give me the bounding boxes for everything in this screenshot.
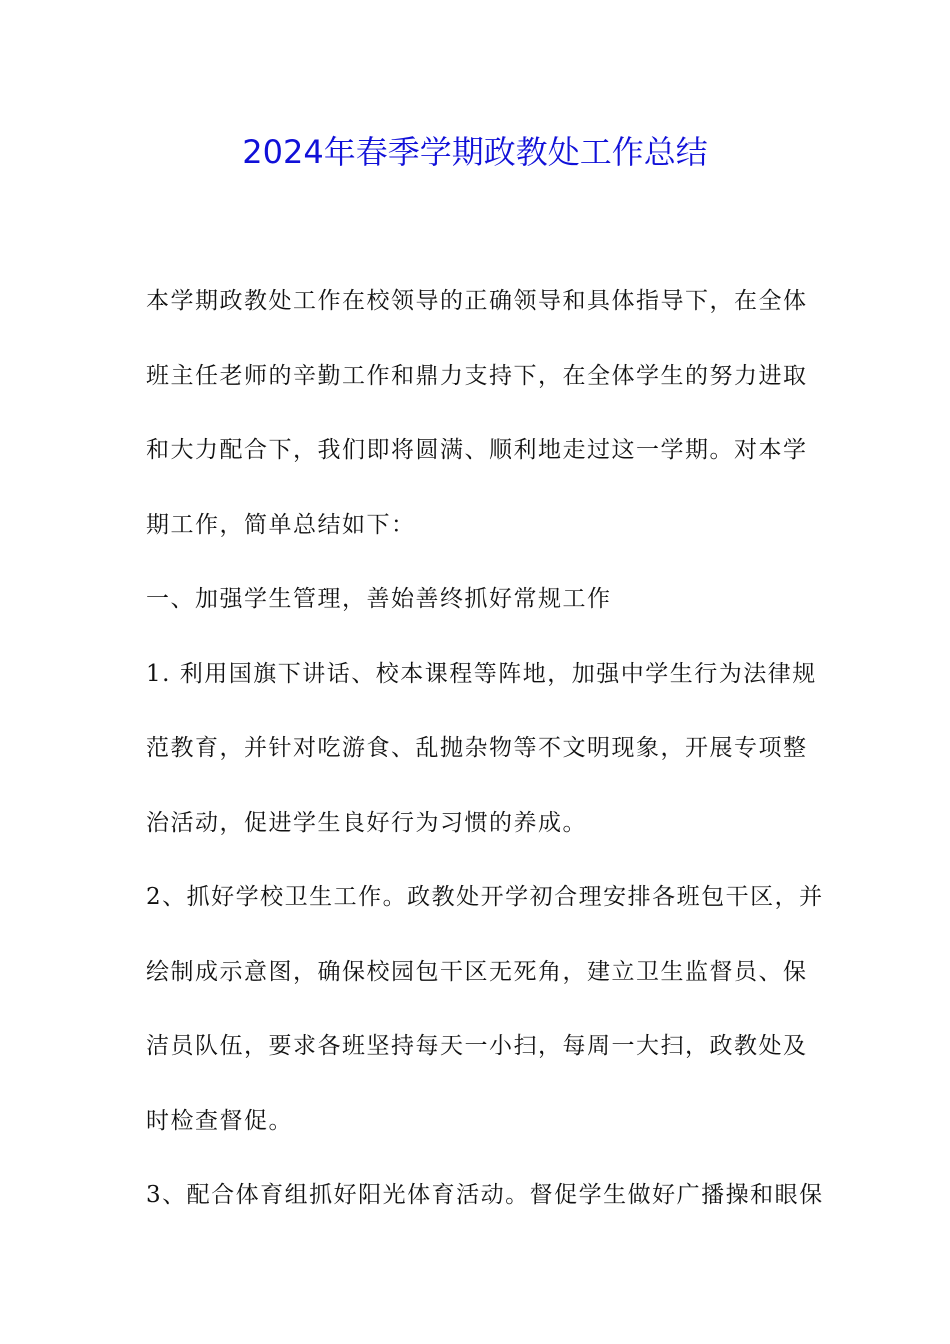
text-line: 1. 利用国旗下讲话、校本课程等阵地，加强中学生行为法律规	[146, 660, 817, 687]
text-line: 洁员队伍，要求各班坚持每天一小扫，每周一大扫，政教处及	[146, 1033, 808, 1059]
section-heading	[146, 562, 806, 637]
paragraph-item-3	[146, 1158, 824, 1233]
text-line: 本学期政教处工作在校领导的正确领导和具体指导下，在全体	[146, 288, 808, 314]
paragraph-item-2	[146, 860, 824, 1158]
text-line: 时检查督促。	[146, 1107, 293, 1134]
paragraph-intro	[146, 264, 806, 562]
text-line: 期工作，简单总结如下：	[146, 511, 416, 538]
paragraph-item-1	[146, 637, 817, 861]
text-line: 3、配合体育组抓好阳光体育活动。督促学生做好广播操和眼保	[146, 1182, 824, 1208]
text-line: 一、加强学生管理，善始善终抓好常规工作	[146, 586, 612, 612]
text-line: 范教育，并针对吃游食、乱抛杂物等不文明现象，开展专项整	[146, 735, 808, 761]
text-line: 治活动，促进学生良好行为习惯的养成。	[146, 809, 587, 836]
text-line: 班主任老师的辛勤工作和鼎力支持下，在全体学生的努力进取	[146, 362, 808, 389]
text-line: 2、抓好学校卫生工作。政教处开学初合理安排各班包干区，并	[146, 884, 824, 910]
document-body	[146, 264, 824, 1233]
text-line: 绘制成示意图，确保校园包干区无死角，建立卫生监督员、保	[146, 958, 808, 985]
document-title: 2024年春季学期政教处工作总结	[242, 133, 708, 171]
text-line: 和大力配合下，我们即将圆满、顺利地走过这一学期。对本学	[146, 437, 808, 463]
